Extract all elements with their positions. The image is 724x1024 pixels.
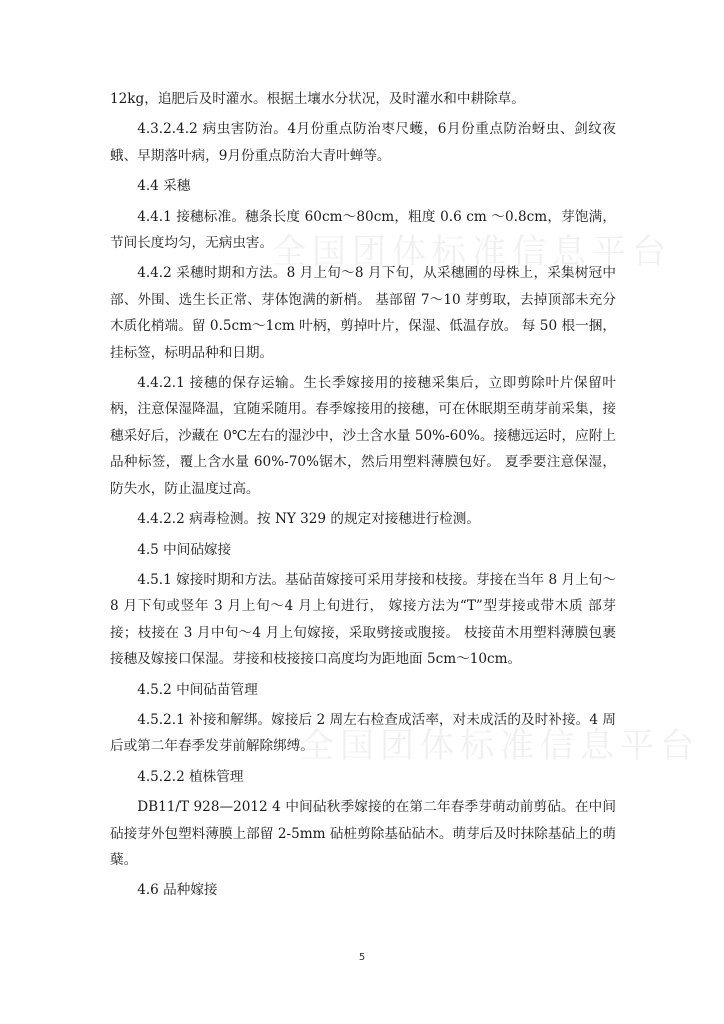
paragraph-pest-control: 4.3.2.4.2 病虫害防治。4月份重点防治枣尺蠖，6月份重点防治蚜虫、剑纹夜蛾、早期落叶病，9月份重点防治大青叶蝉等。: [110, 121, 616, 164]
paragraph-continuation: 12kg，追肥后及时灌水。根据土壤水分状况，及时灌水和中耕除草。: [110, 91, 525, 107]
paragraph-scion-collection: 4.4.2 采穗时期和方法。8 月上旬～8 月下旬，从采穗圃的母株上，采集树冠中部、外围、选生长正常、芽体饱满的新梢。 基部留 7～10 芽剪取，去掉顶部未充分木质化梢端。留 0.5cm～1cm 叶柄，剪掉叶片，保湿、低温存放。 每 50 根一捆，挂标签，标明品种和日期。: [110, 265, 616, 361]
section-heading-4-5-2: 4.5.2 中间砧苗管理: [137, 681, 258, 698]
paragraph-plant-management: DB11/T 928—2012 4 中间砧秋季嫁接的在第二年春季芽萌动前剪砧。在中间砧接芽外包塑料薄膜上部留 2-5mm 砧桩剪除基砧砧木。萌芽后及时抹除基砧上的萌蘖。: [110, 799, 616, 868]
document-body: [110, 86, 616, 908]
page-number: 5: [358, 952, 366, 963]
paragraph-scion-storage: 4.4.2.1 接穗的保存运输。生长季嫁接用的接穗采集后，立即剪除叶片保留叶柄，注意保湿降温，宜随采随用。春季嫁接用的接穗，可在休眠期至萌芽前采集，接穗采好后，沙藏在 0℃左右的湿沙中，沙土含水量 50%-60%。接穗远运时，应附上品种标签，覆上含水量 60%-70%锯木，然后用塑料薄膜包好。 夏季要注意保湿，防失水，防止温度过高。: [110, 375, 616, 497]
section-heading-4-4: 4.4 采穗: [137, 178, 191, 195]
watermark-text: 全国团体标准信息平台: [300, 726, 700, 766]
paragraph-regrafting: 4.5.2.1 补接和解绑。嫁接后 2 周左右检查成活率，对未成活的及时补接。4 周后或第二年春季发芽前解除绑缚。: [110, 711, 616, 755]
section-heading-4-6: 4.6 品种嫁接: [137, 882, 218, 899]
section-heading-4-5-2-2: 4.5.2.2 植株管理: [137, 768, 244, 785]
paragraph-grafting-method: 4.5.1 嫁接时期和方法。基砧苗嫁接可采用芽接和枝接。芽接在当年 8 月上旬～8 月下旬或竖年 3 月上旬～4 月上旬进行， 嫁接方法为“T”型芽接或带木质 部芽接；枝接在 3 月中旬～4 月上旬嫁接，采取劈接或腹接。 枝接苗木用塑料薄膜包裹接穗及嫁接口保湿。芽接和枝接接口高度均为距地面 5cm～10cm。: [110, 571, 616, 668]
paragraph-virus-detection: 4.4.2.2 病毒检测。按 NY 329 的规定对接穗进行检测。: [137, 511, 480, 528]
watermark-text: 全国团体标准信息平台: [272, 232, 672, 272]
paragraph-scion-standard: 4.4.1 接穗标准。穗条长度 60cm～80cm，粗度 0.6 cm ～0.8cm，芽饱满，节间长度均匀，无病虫害。: [110, 208, 616, 252]
section-heading-4-5: 4.5 中间砧嫁接: [137, 541, 232, 558]
